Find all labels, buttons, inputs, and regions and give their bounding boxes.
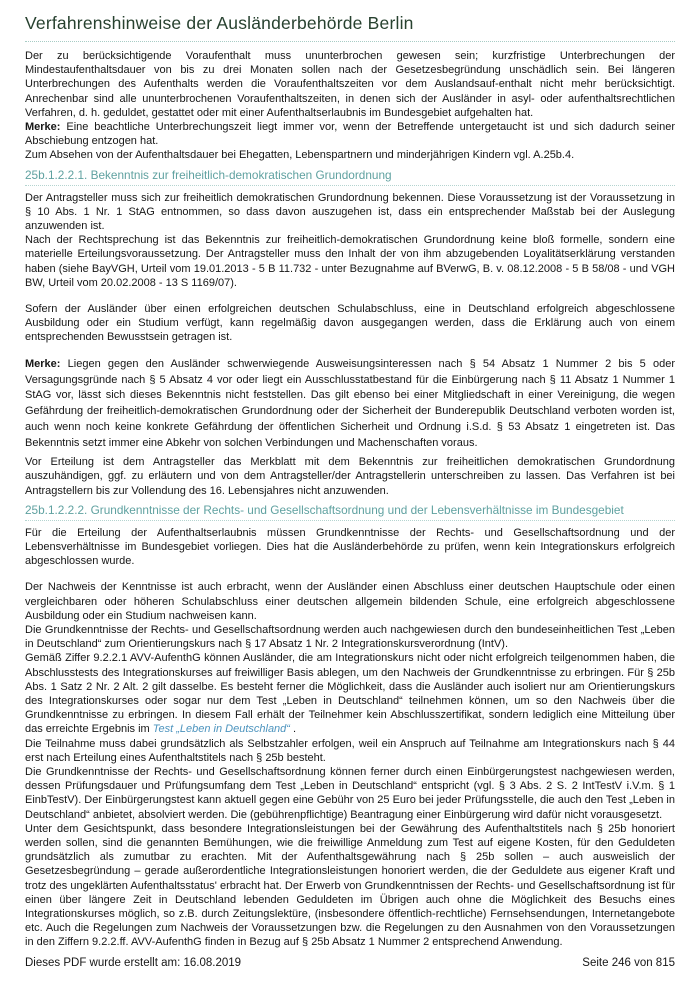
para-teilnahme: Die Teilnahme muss dabei grundsätzlich als Selbstzahler erfolgen, weil ein Anspruch auf Teilnahme am Integrationskurs nach § 44 erst nach Erteilung eines Aufenthaltstitels nach § 25b besteht. xyxy=(25,737,675,764)
para-merke-unterbrechung xyxy=(25,120,675,148)
test-leben-in-deutschland-link[interactable]: Test „Leben in Deutschland“ xyxy=(152,723,290,736)
section-heading-grundkenntnisse: 25b.1.2.2.2. Grundkenntnisse der Rechts- und Gesellschaftsordnung und der Lebensverhältnisse im Bundesgebiet xyxy=(25,503,675,521)
page-footer xyxy=(25,957,675,969)
merke-label: Merke: xyxy=(25,357,61,370)
para-merke-ausweisung xyxy=(25,357,675,452)
para-einbuergerungstest: Die Grundkenntnisse der Rechts- und Gesellschaftsordnung können ferner durch einen Einbürgerungstest nachgewiesen werden, dessen Prüfungsdauer und Prüfungsumfang dem Test „Leben in Deutschland“ entspricht (vgl. § 3 Abs. 2 S. 2 IntTestV i.V.m. § 1 EinbTestV). Der Einbürgerungstest kann aktuell gegen eine Gebühr von 25 Euro bei jeder Prüfungsstelle, die auch den Test „Leben in Deutschland“ anbietet, absolviert werden. Die (gebührenpflichtige) Beantragung einer Einbürgerung wird dafür nicht vorausgesetzt. xyxy=(25,765,675,821)
merke-text: Eine beachtliche Unterbrechungszeit liegt immer vor, wenn der Betreffende untergetaucht ist und sich dadurch seiner Abschiebung entzogen hat. xyxy=(25,121,675,148)
para-voraufenthalt: Der zu berücksichtigende Voraufenthalt muss ununterbrochen gewesen sein; kurzfristige Unterbrechungen der Mindestaufenthaltsdauer von bis zu drei Monaten sollen nach der Gesetzesbegründung unschädlich sein. Bei längeren Unterbrechungen des Aufenthalts werden die Voraufenthaltszeiten vor dem Auslandsauf-enthalt nicht mehr berücksichtigt. Anrechenbar sind alle ununterbrochenen Voraufenthaltszeiten, in denen sich der Ausländer in asyl- oder aufenthaltsrechtlichen Verfahren, d. h. geduldet, gestattet oder mit einer Aufenthaltserlaubnis im Bundesgebiet aufgehalten hat. xyxy=(25,50,675,119)
para-gemaess-ziffer xyxy=(25,651,675,736)
para-gesichtspunkt: Unter dem Gesichtspunkt, dass besondere Integrationsleistungen bei der Gewährung des Aufenthaltstitels nach § 25b honoriert werden sollen, sind die genannten Bemühungen, wie die freiwillige Anmeldung zum Test auf eigene Kosten, für den Geduldeten grundsätzlich als zumutbar zu erachten. Mit der Aufenthaltsgewährung nach § 25b sollen – auch ausweislich der Gesetzesbegründung – gerade außerordentliche Integrationsleistungen honoriert werden, die der Geduldete aus eigener Kraft und trotz des ungeklärten Aufenthaltsstatus' erbracht hat. Der Erwerb von Grundkenntnissen der Rechts- und Gesellschaftsordnung ist für einen über längere Zeit in Deutschland lebenden Geduldeten im Übrigen auch ohne die Möglichkeit des Besuchs eines Integrationskurses möglich, so z.B. durch Zeitungslektüre, (insbesondere öffentlich-rechtliche) Fernsehsendungen, Internetangebote etc. Auch die Regelungen zum Nachweis der Voraussetzungen bzw. die Regelungen zu den Ausnahmen von den Voraussetzungen in den Ziffern 9.2.2.ff. AVV-AufenthG finden in Bezug auf § 25b Absatz 1 Nummer 2 entsprechend Anwendung. xyxy=(25,822,675,949)
para-absehen: Zum Absehen von der Aufenthaltsdauer bei Ehegatten, Lebenspartnern und minderjährigen Kindern vgl. A.25b.4. xyxy=(25,149,575,162)
page-title: Verfahrenshinweise der Ausländerbehörde Berlin xyxy=(25,11,675,42)
para-text-after: . xyxy=(289,723,297,736)
para-merkblatt: Vor Erteilung ist dem Antragsteller das Merkblatt mit dem Bekenntnis zur freiheitlichen demokratischen Grundordnung auszuhändigen, ggf. zu erläutern und von dem Antragsteller/der Antragstellerin unterschreiben zu lassen. Das Verfahren ist bei Antragstellern bis zur Vollendung des 16. Lebensjahres nicht anzuwenden. xyxy=(25,456,675,497)
merke-text: Liegen gegen den Ausländer schwerwiegende Ausweisungsinteressen nach § 54 Absatz 1 Nummer 2 bis 5 oder Versagungsgründe nach § 5 Absatz 4 vor oder liegt ein Ausschlusstatbestand für die Einbürgerung nach § 11 Absatz 1 Nummer 1 StAG vor, lässt sich dieses Bekenntnis nicht feststellen. Das gilt ebenso bei einer Mitgliedschaft in einer Vereinigung, die wegen Gefährdung der freiheitlich-demokratischen Grundordnung oder der Sicherheit der Bunderepublik Deutschland verboten worden ist, auch wenn noch keine konkrete Gefährdung der öffentlichen Sicherheit und Ordnung i.S.d. § 53 Absatz 1 eingetreten ist. Das Bekenntnis setzt immer eine Abkehr von solchen Verbindungen und Machenschaften voraus. xyxy=(25,357,675,450)
footer-page-number: Seite 246 von 815 xyxy=(582,957,675,969)
para-schulabschluss: Sofern der Ausländer über einen erfolgreichen deutschen Schulabschluss, eine in Deutschland erfolgreich abgeschlossene Ausbildung oder ein Studium verfügt, kann regelmäßig davon ausgegangen werden, dass die Erklärung auch von einem entsprechenden Bewusstsein getragen ist. xyxy=(25,303,675,344)
para-rechtsprechung: Nach der Rechtsprechung ist das Bekenntnis zur freiheitlich-demokratischen Grundordnung keine bloß formelle, sondern eine materielle Erteilungsvoraussetzung. Der Antragsteller muss den Inhalt der von ihm abzugebenden Loyalitätserklärung verstanden haben (siehe BayVGH, Urteil vom 19.01.2013 - 5 B 11.732 - unter Bezugnahme auf BVerwG, B. v. 08.12.2008 - 5 B 58/08 - und VGH BW, Urteil vom 20.02.2008 - 13 S 1169/07). xyxy=(25,234,675,289)
para-nachweis: Der Nachweis der Kenntnisse ist auch erbracht, wenn der Ausländer einen Abschluss einer deutschen Hauptschule oder einen vergleichbaren oder höheren Schulabschluss einer deutschen allgemein bildenden Schule, eine erfolgreich abgeschlossene Ausbildung oder ein Studium nachweisen kann. xyxy=(25,581,675,622)
para-antragsteller: Der Antragsteller muss sich zur freiheitlich demokratischen Grundordnung bekennen. Diese Voraussetzung ist der Voraussetzung in § 10 Abs. 1 Nr. 1 StAG entnommen, so dass davon auszugehen ist, dass ein entsprechender Maßstab bei der Auslegung anzuwenden ist. xyxy=(25,191,675,233)
para-erteilung: Für die Erteilung der Aufenthaltserlaubnis müssen Grundkenntnisse der Rechts- und Gesellschaftsordnung und der Lebensverhältnisse im Bundesgebiet vorliegen. Dies hat die Ausländerbehörde zu prüfen, wenn kein Integrationskurs erfolgreich abgeschlossen wurde. xyxy=(25,526,675,568)
footer-created-date: Dieses PDF wurde erstellt am: 16.08.2019 xyxy=(25,957,242,969)
section-heading-bekenntnis: 25b.1.2.2.1. Bekenntnis zur freiheitlich-demokratischen Grundordnung xyxy=(25,168,675,186)
para-text: Gemäß Ziffer 9.2.2.1 AVV-AufenthG können Ausländer, die am Integrationskurs nicht oder nicht erfolgreich teilgenommen haben, die Abschlusstests des Integrationskurses auf freiwilliger Basis ablegen, um den Nachweis der Grundkenntnisse zu erbringen. Für § 25b Abs. 1 Satz 2 Nr. 2 Alt. 2 gilt dasselbe. Es besteht ferner die Möglichkeit, dass die Ausländer auch isoliert nur am Orientierungskurs des Integrationskurses oder sogar nur dem Test „Leben in Deutschland“ teilnehmen können, um so den Nachweis über die Grundkenntnisse zu erbringen. In diesem Fall erhält der Teilnehmer kein Abschlusszertifikat, sondern lediglich eine Mitteilung über das erreichte Ergebnis im xyxy=(25,652,675,736)
para-test-leben: Die Grundkenntnisse der Rechts- und Gesellschaftsordnung werden auch nachgewiesen durch den bundeseinheitlichen Test „Leben in Deutschland“ zum Orientierungskurs nach § 17 Absatz 1 Nr. 2 Integrationskursverordnung (IntV). xyxy=(25,623,675,651)
merke-label: Merke: xyxy=(25,121,61,134)
